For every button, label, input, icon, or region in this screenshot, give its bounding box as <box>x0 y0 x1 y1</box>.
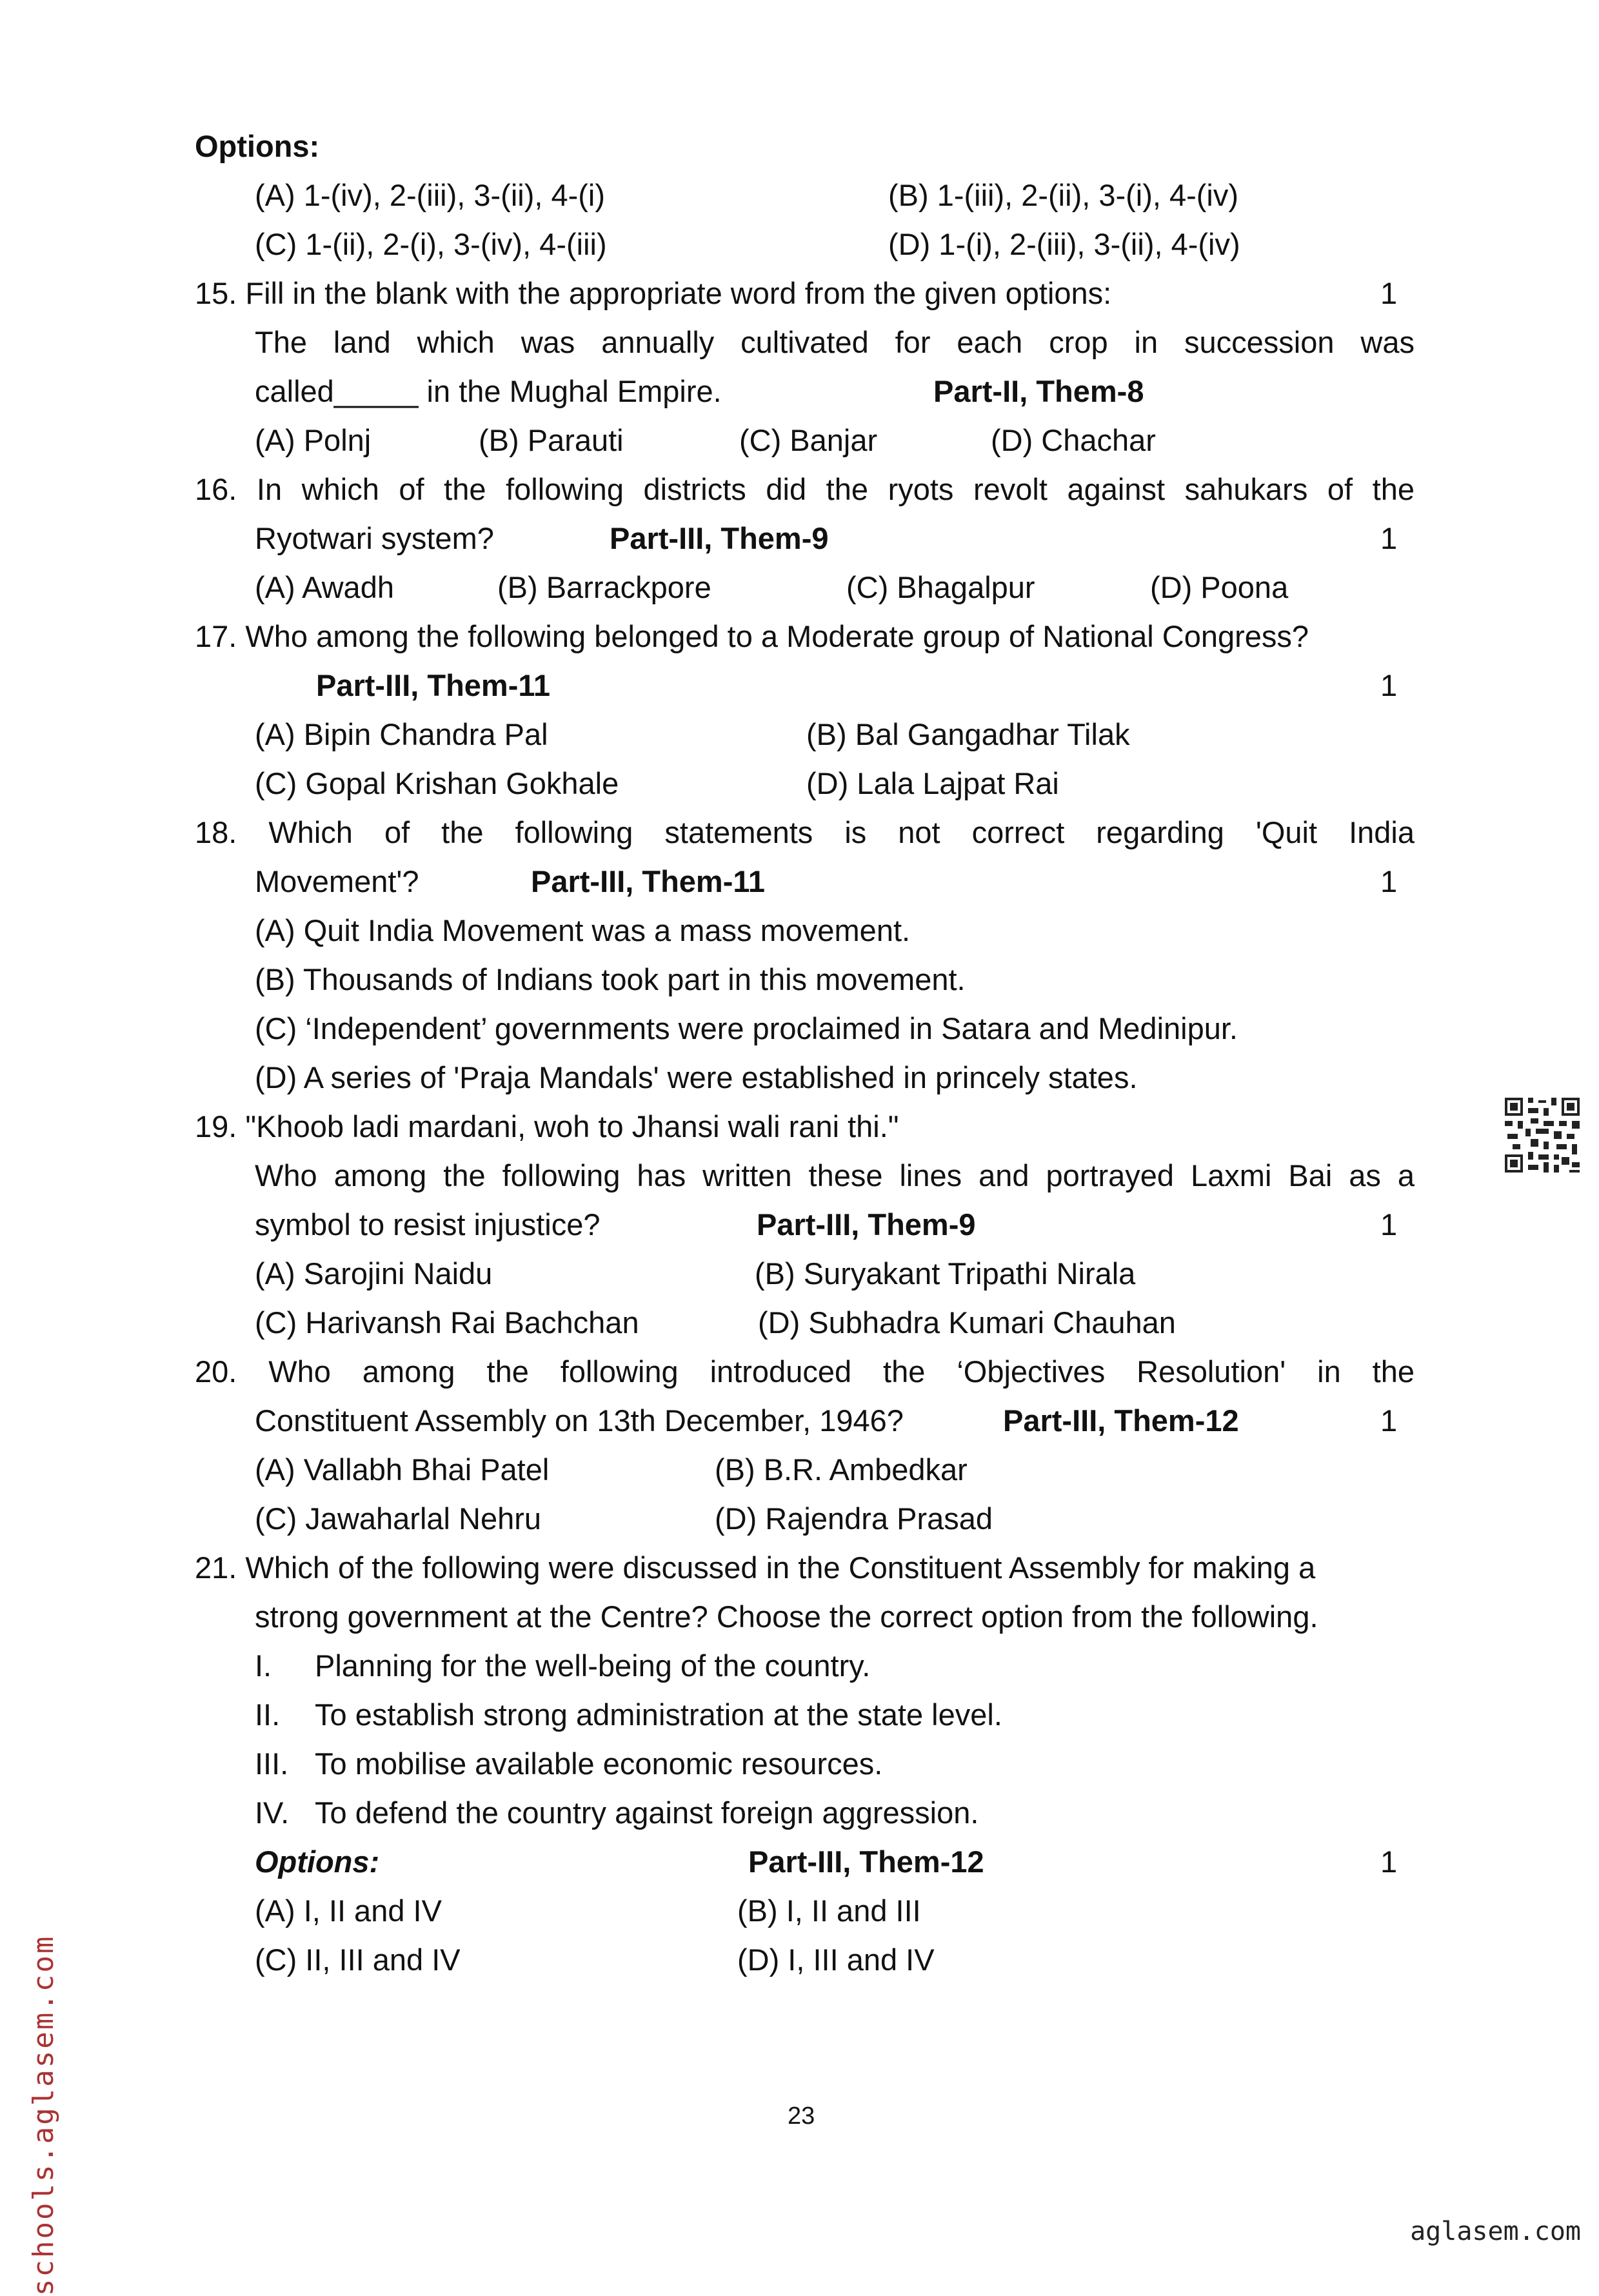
option-c: (C) Gopal Krishan Gokhale <box>255 766 619 800</box>
question-16-text: 16. In which of the following districts did the ryots revolt against sahukars of the <box>195 472 1415 506</box>
statement-num: IV. <box>255 1796 290 1830</box>
option-a: (A) I, II and IV <box>255 1894 442 1928</box>
option-b: (B) 1-(iii), 2-(ii), 3-(i), 4-(iv) <box>888 178 1239 212</box>
question-16-text-line2: Ryotwari system? <box>255 521 494 555</box>
question-19-quote: 19. "Khoob ladi mardani, woh to Jhansi wali rani thi." <box>195 1109 899 1143</box>
question-16-marks: 1 <box>1380 521 1398 555</box>
option-d: (D) Subhadra Kumari Chauhan <box>758 1305 1176 1340</box>
statement-text: To mobilise available economic resources. <box>315 1747 883 1781</box>
option-c: (C) II, III and IV <box>255 1943 461 1977</box>
option-b: (B) Bal Gangadhar Tilak <box>806 717 1130 751</box>
question-20-tag: Part-III, Them-12 <box>1003 1403 1239 1438</box>
question-17-tag: Part-III, Them-11 <box>316 668 551 702</box>
question-15-text-line2: The land which was annually cultivated for each crop in succession was <box>255 325 1415 359</box>
question-21-text: 21. Which of the following were discussed in the Constituent Assembly for making a <box>195 1550 1316 1585</box>
statement-text: To defend the country against foreign aggression. <box>315 1796 979 1830</box>
question-21-tag: Part-III, Them-12 <box>748 1845 984 1879</box>
option-c: (C) Banjar <box>739 423 878 457</box>
question-20-text: 20. Who among the following introduced the ‘Objectives Resolution' in the <box>195 1354 1415 1389</box>
options-heading: Options: <box>195 129 320 163</box>
option-b: (B) Thousands of Indians took part in this movement. <box>255 962 966 996</box>
question-15-text: 15. Fill in the blank with the appropriate word from the given options: <box>195 276 1112 310</box>
option-a: (A) 1-(iv), 2-(iii), 3-(ii), 4-(i) <box>255 178 606 212</box>
option-b: (B) I, II and III <box>737 1894 921 1928</box>
question-17-text: 17. Who among the following belonged to a Moderate group of National Congress? <box>195 619 1309 653</box>
qr-code-icon <box>1505 1098 1580 1173</box>
option-d: (D) Lala Lajpat Rai <box>806 766 1059 800</box>
option-b: (B) Parauti <box>479 423 624 457</box>
watermark-text: schools.aglasem.com <box>27 1934 60 2296</box>
question-15-marks: 1 <box>1380 276 1398 310</box>
question-21-text-line2: strong government at the Centre? Choose the correct option from the following. <box>255 1599 1318 1634</box>
statement-text: To establish strong administration at the state level. <box>315 1697 1002 1732</box>
question-18-text-line2: Movement'? <box>255 864 419 898</box>
question-20-text-line2: Constituent Assembly on 13th December, 1946? <box>255 1403 904 1438</box>
question-21-options-label: Options: <box>255 1845 380 1879</box>
option-c: (C) 1-(ii), 2-(i), 3-(iv), 4-(iii) <box>255 227 607 261</box>
option-a: (A) Bipin Chandra Pal <box>255 717 548 751</box>
option-c: (C) Harivansh Rai Bachchan <box>255 1305 639 1340</box>
option-d: (D) I, III and IV <box>737 1943 935 1977</box>
page-number: 23 <box>788 2103 815 2130</box>
option-b: (B) B.R. Ambedkar <box>715 1452 968 1487</box>
question-19-text-line2: Who among the following has written these lines and portrayed Laxmi Bai as a <box>255 1158 1415 1193</box>
question-17-marks: 1 <box>1380 668 1398 702</box>
statement-num: III. <box>255 1747 289 1781</box>
option-d: (D) Rajendra Prasad <box>715 1501 993 1536</box>
option-d: (D) Poona <box>1150 570 1289 604</box>
option-a: (A) Polnj <box>255 423 372 457</box>
brand-text: aglasem.com <box>1410 2217 1581 2246</box>
question-18-marks: 1 <box>1380 864 1398 898</box>
option-c: (C) ‘Independent’ governments were proclaimed in Satara and Medinipur. <box>255 1011 1238 1045</box>
option-d: (D) Chachar <box>991 423 1156 457</box>
question-16-tag: Part-III, Them-9 <box>610 521 829 555</box>
question-15-text-line3: called_____ in the Mughal Empire. <box>255 374 722 408</box>
option-c: (C) Jawaharlal Nehru <box>255 1501 542 1536</box>
question-19-tag: Part-III, Them-9 <box>757 1207 976 1242</box>
question-20-marks: 1 <box>1380 1403 1398 1438</box>
question-18-tag: Part-III, Them-11 <box>531 864 766 898</box>
question-21-marks: 1 <box>1380 1845 1398 1879</box>
statement-num: I. <box>255 1648 272 1683</box>
question-18-text: 18. Which of the following statements is not correct regarding 'Quit India <box>195 815 1415 849</box>
question-19-text-line3: symbol to resist injustice? <box>255 1207 601 1242</box>
statement-num: II. <box>255 1697 281 1732</box>
option-a: (A) Sarojini Naidu <box>255 1256 493 1291</box>
option-c: (C) Bhagalpur <box>846 570 1035 604</box>
option-a: (A) Vallabh Bhai Patel <box>255 1452 550 1487</box>
option-d: (D) 1-(i), 2-(iii), 3-(ii), 4-(iv) <box>888 227 1240 261</box>
option-b: (B) Barrackpore <box>497 570 711 604</box>
statement-text: Planning for the well-being of the country. <box>315 1648 871 1683</box>
option-d: (D) A series of 'Praja Mandals' were established in princely states. <box>255 1060 1138 1094</box>
question-15-tag: Part-II, Them-8 <box>933 374 1144 408</box>
option-a: (A) Quit India Movement was a mass movement. <box>255 913 911 947</box>
option-b: (B) Suryakant Tripathi Nirala <box>755 1256 1136 1291</box>
option-a: (A) Awadh <box>255 570 394 604</box>
question-19-marks: 1 <box>1380 1207 1398 1242</box>
